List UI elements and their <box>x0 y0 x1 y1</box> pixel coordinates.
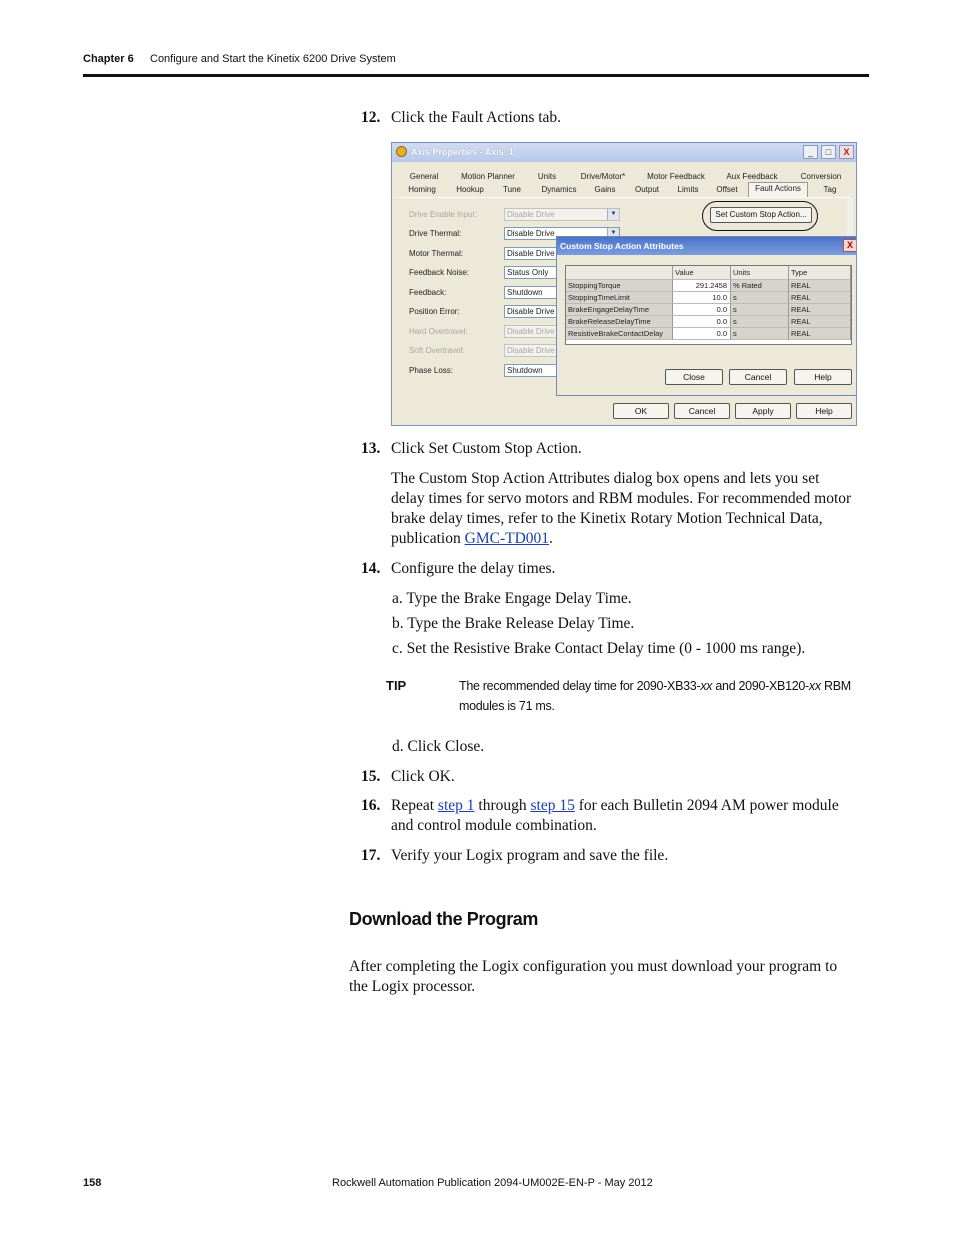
header-rule <box>83 74 869 77</box>
text-line <box>391 529 871 549</box>
tip-text <box>459 676 859 716</box>
tab-divider <box>398 197 850 198</box>
selected-value: Disable Drive <box>507 307 555 316</box>
close-button[interactable]: X <box>839 145 854 159</box>
custom-stop-action-dialog <box>556 236 857 396</box>
grid-row-name: ResistiveBrakeContactDelay <box>566 328 673 340</box>
tab-tag[interactable]: Tag <box>823 185 837 194</box>
grid-row-type: REAL <box>789 328 851 340</box>
text-line: After completing the Logix configuration you must download your program to <box>349 958 838 975</box>
apply-button[interactable]: Apply <box>735 403 791 419</box>
page-number: 158 <box>83 1177 102 1189</box>
grid-row-units: s <box>731 328 789 340</box>
text-fragment: Repeat <box>391 797 438 814</box>
grid-header-name <box>566 266 673 280</box>
grid-row-units: s <box>731 316 789 328</box>
section-heading: Download the Program <box>349 909 539 929</box>
selected-value: Disable Drive <box>507 229 555 238</box>
step-13-description <box>391 469 871 549</box>
tip-line: modules is 71 ms. <box>459 699 555 713</box>
tab-motion-planner[interactable]: Motion Planner <box>461 172 515 181</box>
step-number: 16. <box>361 797 381 814</box>
substep-a: a. Type the Brake Engage Delay Time. <box>392 590 632 607</box>
gmc-td001-link[interactable]: GMC-TD001 <box>464 530 550 547</box>
selected-value: Disable Drive <box>507 210 555 219</box>
text-fragment: xx <box>808 679 821 693</box>
chevron-down-icon: ▼ <box>607 209 619 220</box>
phase-loss-label: Phase Loss: <box>409 366 454 375</box>
text-line: brake delay times, refer to the Kinetix Rotary Motion Technical Data, <box>391 510 823 527</box>
step-number: 15. <box>361 768 381 785</box>
tab-units[interactable]: Units <box>537 172 557 181</box>
text-fragment: and 2090-XB120- <box>712 679 809 693</box>
tip-line <box>459 676 859 696</box>
grid-row-name: BrakeReleaseDelayTime <box>566 316 673 328</box>
dialog-help-button[interactable]: Help <box>794 369 852 385</box>
motor-thermal-label: Motor Thermal: <box>409 249 464 258</box>
dialog-cancel-button[interactable]: Cancel <box>729 369 787 385</box>
step-16 <box>361 796 871 836</box>
grid-row-units: % Rated <box>731 280 789 292</box>
grid-row-type: REAL <box>789 316 851 328</box>
grid-row-value[interactable]: 291.2458 <box>673 280 731 292</box>
cancel-button[interactable]: Cancel <box>674 403 730 419</box>
maximize-button[interactable]: □ <box>821 145 836 159</box>
step-number: 14. <box>361 560 381 577</box>
ok-button[interactable]: OK <box>613 403 669 419</box>
grid-header-type: Type <box>789 266 851 280</box>
dialog-title: Custom Stop Action Attributes <box>560 241 684 251</box>
tab-limits[interactable]: Limits <box>677 185 699 194</box>
text-fragment: xx <box>700 679 713 693</box>
grid-row-value[interactable]: 10.0 <box>673 292 731 304</box>
tab-fault-actions[interactable]: Fault Actions <box>748 182 808 197</box>
tab-general[interactable]: General <box>409 172 439 181</box>
text-fragment: through <box>474 797 531 814</box>
grid-header-units: Units <box>731 266 789 280</box>
set-custom-stop-action-button[interactable]: Set Custom Stop Action... <box>710 207 812 223</box>
tab-drive-motor[interactable]: Drive/Motor* <box>580 172 626 181</box>
step-number: 13. <box>361 440 381 457</box>
tab-hookup[interactable]: Hookup <box>456 185 484 194</box>
text-fragment: RBM <box>820 679 851 693</box>
tab-offset[interactable]: Offset <box>716 185 738 194</box>
tab-tune[interactable]: Tune <box>503 185 521 194</box>
step-1-link[interactable]: step 1 <box>437 797 475 814</box>
grid-row-type: REAL <box>789 292 851 304</box>
selected-value: Shutdown <box>507 366 543 375</box>
substep-b: b. Type the Brake Release Delay Time. <box>392 615 635 632</box>
tab-motor-feedback[interactable]: Motor Feedback <box>647 172 705 181</box>
step-text: Configure the delay times. <box>391 560 556 577</box>
substep-c: c. Set the Resistive Brake Contact Delay time (0 - 1000 ms range). <box>392 640 806 657</box>
step-text: Click OK. <box>391 768 455 785</box>
position-error-label: Position Error: <box>409 307 460 316</box>
grid-row-type: REAL <box>789 280 851 292</box>
selected-value: Shutdown <box>507 288 543 297</box>
dialog-close-text-button[interactable]: Close <box>665 369 723 385</box>
text-fragment: . <box>549 530 553 547</box>
grid-row-type: REAL <box>789 304 851 316</box>
step-text: Click Set Custom Stop Action. <box>391 440 582 457</box>
grid-row-value[interactable]: 0.0 <box>673 304 731 316</box>
step-15-link[interactable]: step 15 <box>530 797 575 814</box>
grid-row-value[interactable]: 0.0 <box>673 316 731 328</box>
minimize-button[interactable]: _ <box>803 145 818 159</box>
attributes-grid <box>565 265 852 345</box>
text-fragment: for each Bulletin 2094 AM power module <box>574 797 839 814</box>
text-line <box>391 796 871 816</box>
selected-value: Disable Drive <box>507 249 555 258</box>
tab-aux-feedback[interactable]: Aux Feedback <box>726 172 778 181</box>
selected-value: Status Only <box>507 268 549 277</box>
substep-d: d. Click Close. <box>392 738 485 755</box>
window-title: Axis Properties - Axis_1 <box>411 147 514 157</box>
drive-enable-input-select[interactable] <box>504 208 620 221</box>
grid-row-units: s <box>731 292 789 304</box>
axis-properties-screenshot <box>391 142 857 426</box>
feedback-label: Feedback: <box>409 288 447 297</box>
soft-overtravel-label: Soft Overtravel: <box>409 346 465 355</box>
drive-enable-input-label: Drive Enable Input: <box>409 210 478 219</box>
chevron-down-icon: ▼ <box>607 228 619 239</box>
tab-output[interactable]: Output <box>634 185 659 194</box>
text-fragment: The recommended delay time for 2090-XB33- <box>459 679 701 693</box>
app-icon <box>396 146 407 157</box>
step-text: Click the Fault Actions tab. <box>391 109 562 126</box>
tab-conversion[interactable]: Conversion <box>800 172 842 181</box>
tab-gains[interactable]: Gains <box>594 185 616 194</box>
grid-row-units: s <box>731 304 789 316</box>
grid-row-name: BrakeEngageDelayTime <box>566 304 673 316</box>
text-fragment: publication <box>391 530 465 547</box>
chapter-title: Configure and Start the Kinetix 6200 Drive System <box>150 53 396 65</box>
step-number: 12. <box>361 109 381 126</box>
help-button[interactable]: Help <box>796 403 852 419</box>
text-line: delay times for servo motors and RBM modules. For recommended motor <box>391 490 852 507</box>
drive-thermal-label: Drive Thermal: <box>409 229 462 238</box>
text-line: the Logix processor. <box>349 978 476 995</box>
grid-row-name: StoppingTimeLimit <box>566 292 673 304</box>
hard-overtravel-label: Hard Overtravel: <box>409 327 468 336</box>
step-text: Verify your Logix program and save the file. <box>391 847 669 864</box>
text-line: and control module combination. <box>391 817 597 834</box>
step-number: 17. <box>361 847 381 864</box>
grid-row-value[interactable]: 0.0 <box>673 328 731 340</box>
grid-row-name: StoppingTorque <box>566 280 673 292</box>
text-line: The Custom Stop Action Attributes dialog box opens and lets you set <box>391 470 820 487</box>
tip-label: TIP <box>386 678 407 693</box>
tab-homing[interactable]: Homing <box>408 185 436 194</box>
step-text <box>391 796 871 836</box>
publication-info: Rockwell Automation Publication 2094-UM002E-EN-P - May 2012 <box>332 1177 653 1189</box>
tab-dynamics[interactable]: Dynamics <box>541 185 577 194</box>
selected-value: Disable Drive <box>507 346 555 355</box>
dialog-close-button[interactable]: X <box>843 239 857 252</box>
selected-value: Disable Drive <box>507 327 555 336</box>
feedback-noise-label: Feedback Noise: <box>409 268 470 277</box>
grid-header-value: Value <box>673 266 731 280</box>
chapter-label: Chapter 6 <box>83 53 134 65</box>
section-paragraph <box>349 957 864 997</box>
